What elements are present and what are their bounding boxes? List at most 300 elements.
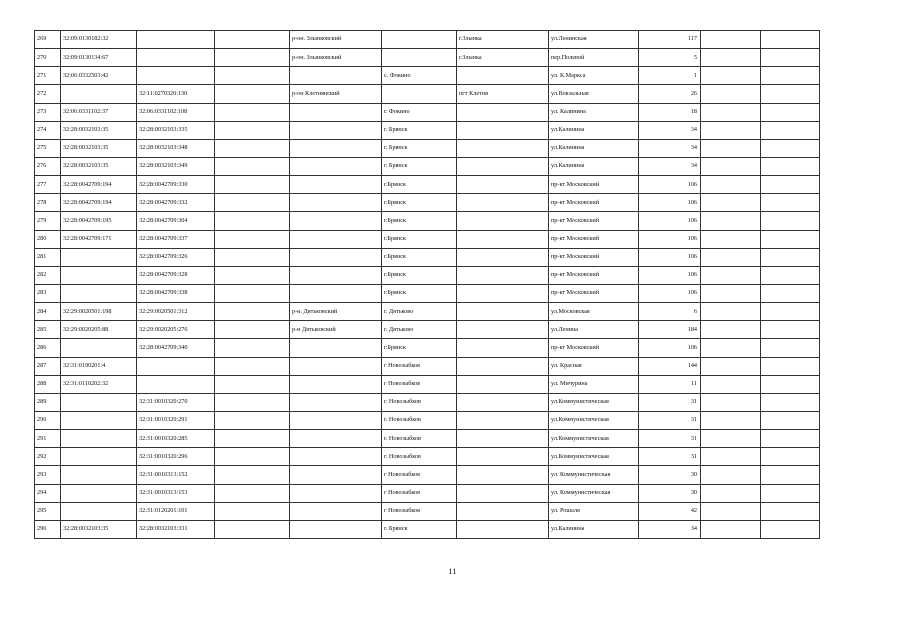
- house-number-cell: 31: [639, 393, 701, 411]
- district-cell: [290, 266, 382, 284]
- settlement-cell: [457, 502, 549, 520]
- row-number-cell: 291: [35, 430, 61, 448]
- house-number-cell: 106: [639, 284, 701, 302]
- settlement-cell: [457, 121, 549, 139]
- table-row: [35, 448, 820, 466]
- settlement-cell: [457, 139, 549, 157]
- district-cell: [290, 157, 382, 175]
- region-cell: [215, 303, 290, 321]
- cadastral-number-cell: 32:31:0190201:4: [61, 357, 137, 375]
- district-cell: [290, 212, 382, 230]
- extra-cell-1: [701, 321, 761, 339]
- extra-cell-2: [761, 484, 820, 502]
- district-cell: р-он Клетнянский: [290, 85, 382, 103]
- extra-cell-1: [701, 67, 761, 85]
- city-cell: г. Дятьково: [382, 303, 457, 321]
- house-number-cell: 34: [639, 139, 701, 157]
- city-cell: [382, 31, 457, 49]
- room-cadastral-number-cell: 32:28:0042709:326: [137, 248, 215, 266]
- extra-cell-1: [701, 466, 761, 484]
- street-cell: ул. Мичурина: [549, 375, 639, 393]
- table-row: [35, 284, 820, 302]
- district-cell: [290, 393, 382, 411]
- house-number-cell: 30: [639, 484, 701, 502]
- table-row: [35, 321, 820, 339]
- row-number-cell: 274: [35, 121, 61, 139]
- row-number-cell: 290: [35, 411, 61, 429]
- settlement-cell: [457, 157, 549, 175]
- table-row: [35, 176, 820, 194]
- cadastral-number-cell: [61, 284, 137, 302]
- city-cell: [382, 49, 457, 67]
- district-cell: р-н Дятьковский: [290, 321, 382, 339]
- row-number-cell: 279: [35, 212, 61, 230]
- row-number-cell: 287: [35, 357, 61, 375]
- district-cell: [290, 502, 382, 520]
- cadastral-number-cell: 32:28:0032103:35: [61, 139, 137, 157]
- room-cadastral-number-cell: 32:28:0042709:338: [137, 284, 215, 302]
- cadastral-number-cell: 32:06:0331102:37: [61, 103, 137, 121]
- room-cadastral-number-cell: 32:28:0042709:328: [137, 266, 215, 284]
- extra-cell-1: [701, 484, 761, 502]
- row-number-cell: 275: [35, 139, 61, 157]
- settlement-cell: [457, 303, 549, 321]
- cadastral-number-cell: 32:31:0110202:32: [61, 375, 137, 393]
- table-row: [35, 248, 820, 266]
- room-cadastral-number-cell: 32:31:0010320:296: [137, 448, 215, 466]
- region-cell: [215, 194, 290, 212]
- extra-cell-1: [701, 303, 761, 321]
- table-row: [35, 484, 820, 502]
- extra-cell-2: [761, 248, 820, 266]
- region-cell: [215, 67, 290, 85]
- table-row: [35, 375, 820, 393]
- street-cell: пр-кт Московский: [549, 266, 639, 284]
- street-cell: ул.Калинина: [549, 520, 639, 538]
- cadastral-number-cell: [61, 411, 137, 429]
- street-cell: ул.Ленинская: [549, 31, 639, 49]
- extra-cell-2: [761, 266, 820, 284]
- city-cell: г.Брянск: [382, 230, 457, 248]
- extra-cell-2: [761, 321, 820, 339]
- room-cadastral-number-cell: 32:31:0120201:101: [137, 502, 215, 520]
- row-number-cell: 295: [35, 502, 61, 520]
- extra-cell-1: [701, 31, 761, 49]
- region-cell: [215, 157, 290, 175]
- street-cell: ул. Рошаля: [549, 502, 639, 520]
- row-number-cell: 271: [35, 67, 61, 85]
- room-cadastral-number-cell: 32:28:0042709:332: [137, 194, 215, 212]
- district-cell: [290, 357, 382, 375]
- extra-cell-2: [761, 31, 820, 49]
- extra-cell-2: [761, 230, 820, 248]
- city-cell: г. Новозыбков: [382, 411, 457, 429]
- row-number-cell: 293: [35, 466, 61, 484]
- room-cadastral-number-cell: 32:28:0032103:335: [137, 121, 215, 139]
- extra-cell-2: [761, 194, 820, 212]
- city-cell: [382, 85, 457, 103]
- row-number-cell: 294: [35, 484, 61, 502]
- room-cadastral-number-cell: 32:31:0010320:285: [137, 430, 215, 448]
- extra-cell-1: [701, 448, 761, 466]
- cadastral-number-cell: 32:09:0130182:32: [61, 31, 137, 49]
- room-cadastral-number-cell: 32:28:0042709:330: [137, 176, 215, 194]
- region-cell: [215, 339, 290, 357]
- street-cell: пер.Полевой: [549, 49, 639, 67]
- settlement-cell: [457, 284, 549, 302]
- table-row: [35, 212, 820, 230]
- region-cell: [215, 230, 290, 248]
- extra-cell-1: [701, 157, 761, 175]
- cadastral-number-cell: 32:28:0032103:35: [61, 121, 137, 139]
- extra-cell-2: [761, 284, 820, 302]
- extra-cell-2: [761, 176, 820, 194]
- cadastral-number-cell: 32:06:0332503:42: [61, 67, 137, 85]
- table-row: [35, 157, 820, 175]
- table-row: [35, 67, 820, 85]
- row-number-cell: 278: [35, 194, 61, 212]
- table-row: [35, 49, 820, 67]
- street-cell: ул. Коммунистическая: [549, 466, 639, 484]
- extra-cell-1: [701, 248, 761, 266]
- settlement-cell: [457, 339, 549, 357]
- house-number-cell: 106: [639, 176, 701, 194]
- extra-cell-1: [701, 121, 761, 139]
- house-number-cell: 18: [639, 103, 701, 121]
- house-number-cell: 26: [639, 85, 701, 103]
- district-cell: [290, 103, 382, 121]
- table-row: [35, 266, 820, 284]
- room-cadastral-number-cell: 32:28:0032103:331: [137, 520, 215, 538]
- cadastral-number-cell: 32:28:0042709:194: [61, 176, 137, 194]
- city-cell: г. Дятьково: [382, 321, 457, 339]
- settlement-cell: [457, 212, 549, 230]
- cadastral-number-cell: 32:29:0020501:198: [61, 303, 137, 321]
- extra-cell-2: [761, 520, 820, 538]
- table-row: [35, 393, 820, 411]
- city-cell: г.Брянск: [382, 248, 457, 266]
- settlement-cell: [457, 248, 549, 266]
- room-cadastral-number-cell: 32:29:0020501:312: [137, 303, 215, 321]
- district-cell: [290, 375, 382, 393]
- extra-cell-1: [701, 194, 761, 212]
- extra-cell-1: [701, 520, 761, 538]
- cadastral-number-cell: 32:28:0042709:171: [61, 230, 137, 248]
- cadastral-number-cell: [61, 339, 137, 357]
- room-cadastral-number-cell: 32:31:0010320:270: [137, 393, 215, 411]
- extra-cell-2: [761, 121, 820, 139]
- cadastral-number-cell: [61, 85, 137, 103]
- table-row: [35, 430, 820, 448]
- city-cell: г.Брянск: [382, 194, 457, 212]
- district-cell: [290, 121, 382, 139]
- house-number-cell: 34: [639, 157, 701, 175]
- region-cell: [215, 357, 290, 375]
- row-number-cell: 269: [35, 31, 61, 49]
- cadastral-number-cell: 32:28:0032103:35: [61, 520, 137, 538]
- street-cell: ул.Ленина: [549, 321, 639, 339]
- settlement-cell: пгт Клетня: [457, 85, 549, 103]
- extra-cell-2: [761, 85, 820, 103]
- street-cell: ул. Красная: [549, 357, 639, 375]
- region-cell: [215, 484, 290, 502]
- extra-cell-1: [701, 357, 761, 375]
- house-number-cell: 106: [639, 248, 701, 266]
- city-cell: г Новозыбков: [382, 484, 457, 502]
- house-number-cell: 5: [639, 49, 701, 67]
- house-number-cell: 31: [639, 430, 701, 448]
- house-number-cell: 184: [639, 321, 701, 339]
- table-row: [35, 194, 820, 212]
- region-cell: [215, 139, 290, 157]
- cadastral-number-cell: [61, 484, 137, 502]
- street-cell: ул.Калинина: [549, 139, 639, 157]
- table-row: [35, 411, 820, 429]
- district-cell: [290, 430, 382, 448]
- district-cell: [290, 248, 382, 266]
- extra-cell-2: [761, 430, 820, 448]
- register-table: [34, 30, 820, 539]
- region-cell: [215, 375, 290, 393]
- settlement-cell: [457, 393, 549, 411]
- table-row: [35, 339, 820, 357]
- region-cell: [215, 430, 290, 448]
- room-cadastral-number-cell: [137, 49, 215, 67]
- district-cell: [290, 484, 382, 502]
- settlement-cell: [457, 448, 549, 466]
- house-number-cell: 106: [639, 230, 701, 248]
- city-cell: г. Новозыбков: [382, 430, 457, 448]
- city-cell: г.Брянск: [382, 212, 457, 230]
- city-cell: г. Брянск: [382, 157, 457, 175]
- district-cell: [290, 448, 382, 466]
- room-cadastral-number-cell: [137, 67, 215, 85]
- region-cell: [215, 49, 290, 67]
- city-cell: с. Фокино: [382, 67, 457, 85]
- cadastral-number-cell: [61, 466, 137, 484]
- extra-cell-1: [701, 430, 761, 448]
- district-cell: р-н. Дятьковский: [290, 303, 382, 321]
- region-cell: [215, 502, 290, 520]
- settlement-cell: [457, 466, 549, 484]
- city-cell: г. Брянск: [382, 520, 457, 538]
- room-cadastral-number-cell: [137, 357, 215, 375]
- cadastral-number-cell: [61, 502, 137, 520]
- city-cell: г Новозыбков: [382, 357, 457, 375]
- city-cell: г Новозыбков: [382, 466, 457, 484]
- row-number-cell: 272: [35, 85, 61, 103]
- room-cadastral-number-cell: 32:28:0042709:304: [137, 212, 215, 230]
- city-cell: г.Брянск: [382, 284, 457, 302]
- extra-cell-2: [761, 339, 820, 357]
- table-row: [35, 121, 820, 139]
- row-number-cell: 277: [35, 176, 61, 194]
- region-cell: [215, 448, 290, 466]
- table-row: [35, 230, 820, 248]
- region-cell: [215, 411, 290, 429]
- room-cadastral-number-cell: [137, 375, 215, 393]
- row-number-cell: 273: [35, 103, 61, 121]
- cadastral-number-cell: 32:28:0042709:194: [61, 194, 137, 212]
- region-cell: [215, 103, 290, 121]
- city-cell: г. Новозыбков: [382, 393, 457, 411]
- row-number-cell: 276: [35, 157, 61, 175]
- street-cell: пр-кт Московский: [549, 248, 639, 266]
- row-number-cell: 289: [35, 393, 61, 411]
- street-cell: пр-кт Московский: [549, 284, 639, 302]
- row-number-cell: 292: [35, 448, 61, 466]
- table-row: [35, 103, 820, 121]
- region-cell: [215, 212, 290, 230]
- house-number-cell: 11: [639, 375, 701, 393]
- cadastral-number-cell: 32:28:0042709:195: [61, 212, 137, 230]
- house-number-cell: 42: [639, 502, 701, 520]
- extra-cell-2: [761, 393, 820, 411]
- settlement-cell: [457, 375, 549, 393]
- district-cell: [290, 67, 382, 85]
- district-cell: [290, 230, 382, 248]
- room-cadastral-number-cell: [137, 31, 215, 49]
- room-cadastral-number-cell: 32:31:0010320:291: [137, 411, 215, 429]
- extra-cell-2: [761, 49, 820, 67]
- street-cell: ул.Вокзальная: [549, 85, 639, 103]
- region-cell: [215, 85, 290, 103]
- extra-cell-2: [761, 67, 820, 85]
- street-cell: пр-кт Московский: [549, 176, 639, 194]
- room-cadastral-number-cell: 32:06:0331102:108: [137, 103, 215, 121]
- extra-cell-2: [761, 466, 820, 484]
- street-cell: пр-кт Московский: [549, 212, 639, 230]
- extra-cell-2: [761, 139, 820, 157]
- house-number-cell: 31: [639, 448, 701, 466]
- region-cell: [215, 176, 290, 194]
- district-cell: р-он. Злынковский: [290, 31, 382, 49]
- extra-cell-1: [701, 284, 761, 302]
- extra-cell-1: [701, 49, 761, 67]
- region-cell: [215, 520, 290, 538]
- street-cell: пр-кт Московский: [549, 194, 639, 212]
- house-number-cell: 106: [639, 212, 701, 230]
- city-cell: г. Брянск: [382, 121, 457, 139]
- settlement-cell: г.Злынка: [457, 49, 549, 67]
- extra-cell-2: [761, 303, 820, 321]
- extra-cell-1: [701, 375, 761, 393]
- row-number-cell: 286: [35, 339, 61, 357]
- house-number-cell: 106: [639, 339, 701, 357]
- table-row: [35, 466, 820, 484]
- city-cell: г. Фокино: [382, 103, 457, 121]
- extra-cell-2: [761, 357, 820, 375]
- settlement-cell: [457, 266, 549, 284]
- settlement-cell: [457, 230, 549, 248]
- room-cadastral-number-cell: 32:28:0032103:349: [137, 157, 215, 175]
- city-cell: г.Брянск: [382, 266, 457, 284]
- extra-cell-1: [701, 411, 761, 429]
- extra-cell-1: [701, 339, 761, 357]
- table-row: [35, 31, 820, 49]
- table-row: [35, 139, 820, 157]
- row-number-cell: 283: [35, 284, 61, 302]
- district-cell: [290, 339, 382, 357]
- house-number-cell: 30: [639, 466, 701, 484]
- house-number-cell: 1: [639, 67, 701, 85]
- city-cell: г Новозыбков: [382, 502, 457, 520]
- table-row: [35, 520, 820, 538]
- house-number-cell: 144: [639, 357, 701, 375]
- room-cadastral-number-cell: 32:28:0032103:348: [137, 139, 215, 157]
- settlement-cell: [457, 176, 549, 194]
- cadastral-number-cell: [61, 393, 137, 411]
- street-cell: ул.Коммунистическая: [549, 430, 639, 448]
- cadastral-number-cell: [61, 430, 137, 448]
- region-cell: [215, 31, 290, 49]
- district-cell: [290, 411, 382, 429]
- extra-cell-1: [701, 393, 761, 411]
- street-cell: пр-кт Московский: [549, 230, 639, 248]
- street-cell: ул.Коммунистическая: [549, 411, 639, 429]
- house-number-cell: 117: [639, 31, 701, 49]
- house-number-cell: 106: [639, 194, 701, 212]
- region-cell: [215, 284, 290, 302]
- extra-cell-2: [761, 212, 820, 230]
- settlement-cell: [457, 484, 549, 502]
- row-number-cell: 270: [35, 49, 61, 67]
- room-cadastral-number-cell: 32:31:0010313:153: [137, 484, 215, 502]
- street-cell: ул.Коммунистическая: [549, 448, 639, 466]
- settlement-cell: [457, 357, 549, 375]
- settlement-cell: [457, 411, 549, 429]
- region-cell: [215, 393, 290, 411]
- register-table-body: [35, 31, 820, 539]
- district-cell: [290, 139, 382, 157]
- settlement-cell: [457, 520, 549, 538]
- extra-cell-1: [701, 266, 761, 284]
- row-number-cell: 284: [35, 303, 61, 321]
- region-cell: [215, 321, 290, 339]
- row-number-cell: 280: [35, 230, 61, 248]
- extra-cell-2: [761, 103, 820, 121]
- cadastral-number-cell: 32:28:0032103:35: [61, 157, 137, 175]
- city-cell: г. Новозыбков: [382, 448, 457, 466]
- row-number-cell: 281: [35, 248, 61, 266]
- row-number-cell: 296: [35, 520, 61, 538]
- house-number-cell: 106: [639, 266, 701, 284]
- street-cell: ул.Московская: [549, 303, 639, 321]
- settlement-cell: [457, 67, 549, 85]
- extra-cell-2: [761, 411, 820, 429]
- street-cell: ул.Калинина: [549, 121, 639, 139]
- house-number-cell: 34: [639, 121, 701, 139]
- extra-cell-1: [701, 230, 761, 248]
- extra-cell-1: [701, 212, 761, 230]
- street-cell: ул.Коммунистическая: [549, 393, 639, 411]
- street-cell: ул.Калинина: [549, 157, 639, 175]
- extra-cell-2: [761, 502, 820, 520]
- house-number-cell: 34: [639, 520, 701, 538]
- settlement-cell: [457, 321, 549, 339]
- settlement-cell: [457, 430, 549, 448]
- room-cadastral-number-cell: 32:29:0020205:276: [137, 321, 215, 339]
- row-number-cell: 285: [35, 321, 61, 339]
- city-cell: г Новозыбков: [382, 375, 457, 393]
- cadastral-number-cell: [61, 266, 137, 284]
- district-cell: [290, 466, 382, 484]
- settlement-cell: [457, 194, 549, 212]
- cadastral-number-cell: 32:29:0020205:88: [61, 321, 137, 339]
- extra-cell-2: [761, 448, 820, 466]
- table-row: [35, 502, 820, 520]
- row-number-cell: 288: [35, 375, 61, 393]
